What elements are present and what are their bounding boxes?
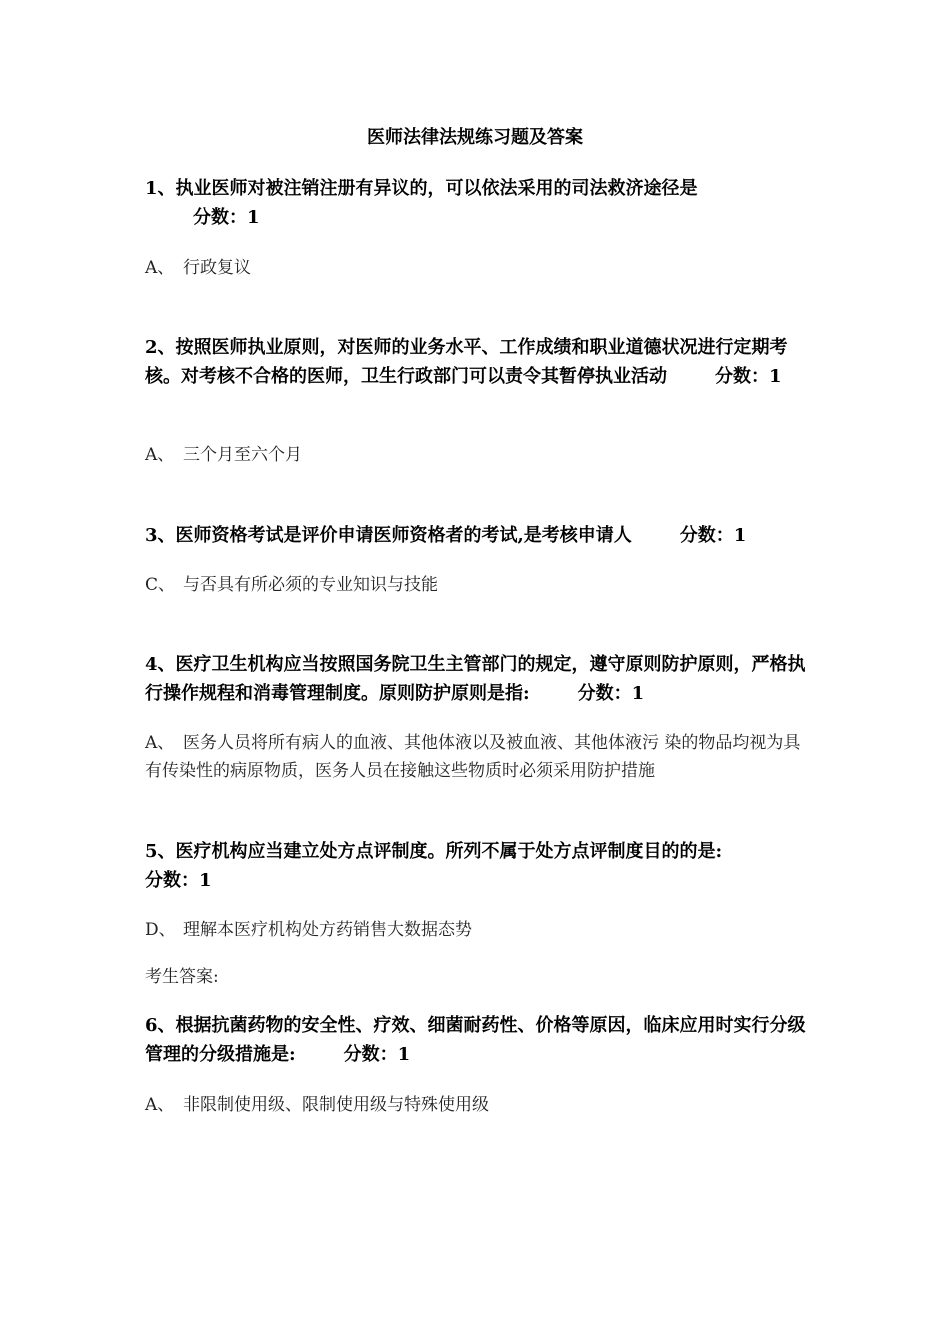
candidate-answer-label: 考生答案: (145, 967, 219, 987)
answer-text: 医务人员将所有病人的血液、其他体液以及被血液、其他体液污 染的物品均视为具有传染性的病原物质，医务人员在接触这些物质时必须采用防护措施 (145, 733, 801, 781)
answer-4 (145, 729, 810, 785)
question-text: 医疗机构应当建立处方点评制度。所列不属于处方点评制度目的的是: (175, 841, 723, 862)
answer-text: 三个月至六个月 (183, 445, 302, 465)
answer-letter: A、 (145, 445, 175, 465)
question-text: 医师资格考试是评价申请医师资格者的考试,是考核申请人 (175, 525, 632, 546)
question-score: 分数：1 (145, 870, 212, 891)
question-score: 分数：1 (679, 525, 747, 546)
answer-5 (145, 916, 810, 944)
question-number: 3、 (145, 525, 176, 546)
question-5 (145, 837, 810, 895)
answer-text: 行政复议 (183, 258, 251, 278)
question-6 (145, 1011, 810, 1069)
document-title: 医师法律法规练习题及答案 (367, 127, 583, 148)
question-number: 2、 (145, 337, 176, 358)
answer-text: 与否具有所必须的专业知识与技能 (183, 575, 438, 595)
question-score: 分数：1 (715, 366, 782, 387)
question-text: 根据抗菌药物的安全性、疗效、细菌耐药性、价格等原因，临床应用时实行分级管理的分级措施是: (145, 1015, 806, 1065)
answer-letter: A、 (145, 1095, 175, 1115)
answer-3 (145, 571, 810, 599)
question-score: 分数：1 (577, 683, 645, 704)
question-number: 4、 (145, 654, 176, 675)
answer-letter: A、 (145, 733, 175, 753)
answer-letter: D、 (145, 920, 176, 940)
question-number: 6、 (145, 1015, 176, 1036)
question-1 (145, 174, 810, 232)
answer-text: 理解本医疗机构处方药销售大数据态势 (183, 920, 472, 940)
question-text: 执业医师对被注销注册有异议的，可以依法采用的司法救济途径是 (175, 178, 698, 199)
answer-2 (145, 441, 810, 469)
answer-letter: C、 (145, 575, 176, 595)
question-text: 医疗卫生机构应当按照国务院卫生主管部门的规定，遵守原则防护原则，严格执行操作规程和消毒管理制度。原则防护原则是指: (145, 654, 806, 704)
question-score: 分数：1 (193, 207, 260, 228)
question-2 (145, 333, 810, 391)
question-text: 按照医师执业原则，对医师的业务水平、工作成绩和职业道德状况进行定期考核。对考核不合格的医师，卫生行政部门可以责令其暂停执业活动 (145, 337, 788, 387)
answer-text: 非限制使用级、限制使用级与特殊使用级 (183, 1095, 489, 1115)
question-number: 1、 (145, 178, 176, 199)
question-score: 分数：1 (343, 1044, 411, 1065)
answer-6 (145, 1091, 810, 1119)
answer-letter: A、 (145, 258, 175, 278)
answer-1 (145, 254, 810, 282)
question-4 (145, 650, 810, 708)
question-number: 5、 (145, 841, 176, 862)
question-3 (145, 521, 810, 550)
